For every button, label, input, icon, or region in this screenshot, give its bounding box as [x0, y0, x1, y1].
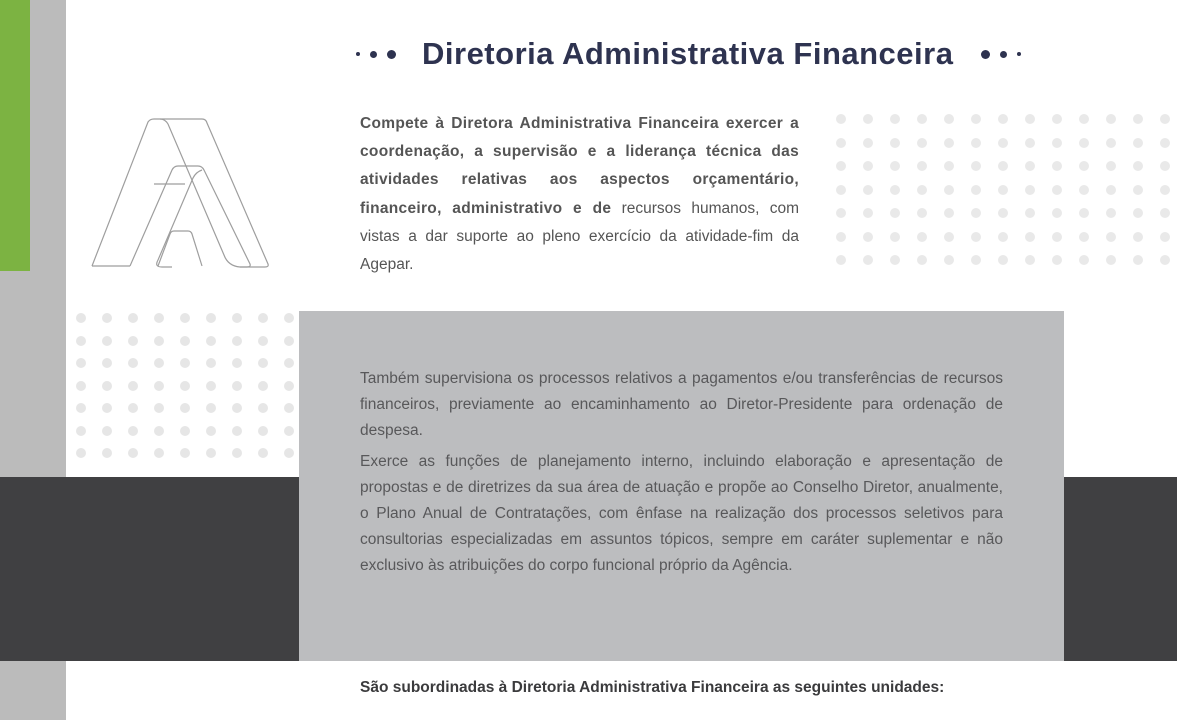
decorative-dot — [102, 358, 112, 368]
decorative-dot — [1052, 232, 1062, 242]
decorative-dot — [284, 358, 294, 368]
intro-paragraph — [360, 110, 799, 279]
decorative-dot — [128, 336, 138, 346]
decorative-dot — [971, 255, 981, 265]
decorative-dot — [944, 114, 954, 124]
decorative-dot — [154, 448, 164, 458]
decorative-dot — [284, 381, 294, 391]
decorative-dot — [998, 208, 1008, 218]
decorative-dot — [917, 138, 927, 148]
decorative-dot — [102, 381, 112, 391]
decorative-dot — [258, 403, 268, 413]
decorative-dot — [284, 426, 294, 436]
decorative-dot — [206, 381, 216, 391]
decorative-dot — [1133, 232, 1143, 242]
decorative-dot — [154, 403, 164, 413]
decorative-dot — [1133, 255, 1143, 265]
decorative-dot — [944, 232, 954, 242]
decorative-dot — [971, 185, 981, 195]
decorative-dot — [998, 185, 1008, 195]
decorative-dot — [128, 426, 138, 436]
decorative-dot — [232, 358, 242, 368]
decorative-dot — [1160, 185, 1170, 195]
decorative-dot — [1079, 208, 1089, 218]
green-accent-bar — [0, 0, 30, 271]
decorative-dot — [258, 358, 268, 368]
decorative-dot — [1133, 185, 1143, 195]
decorative-dot — [128, 448, 138, 458]
decorative-dot — [154, 358, 164, 368]
decorative-dot — [232, 403, 242, 413]
decorative-dot — [863, 255, 873, 265]
panel-paragraph-2: Exerce as funções de planejamento interno, incluindo elaboração e apresentação de propostas e de diretrizes da sua área de atuação e propõe ao Conselho Diretor, anualmente, o Plano Anual de Contratações, com ênfase na realização dos processos seletivos para consultorias especializadas em assuntos tópicos, sempre em caráter suplementar e não exclusivo às atribuições do corpo funcional próprio da Agência. — [360, 452, 1003, 575]
decorative-dot — [1025, 208, 1035, 218]
decorative-dot — [1025, 255, 1035, 265]
decorative-dot — [76, 403, 86, 413]
decorative-dot — [206, 313, 216, 323]
decorative-dot — [890, 138, 900, 148]
intro-regular-text: recursos humanos, com vistas a dar suporte ao pleno exercício da atividade-fim da Agepar. — [360, 199, 799, 274]
decorative-dot — [1079, 185, 1089, 195]
decorative-dot — [1106, 138, 1116, 148]
decorative-dot — [232, 381, 242, 391]
decorative-dot — [1052, 185, 1062, 195]
decorative-dot — [971, 138, 981, 148]
decorative-dot — [1052, 138, 1062, 148]
decorative-dot — [232, 336, 242, 346]
decorative-dot — [917, 255, 927, 265]
intro-bold-text: Compete à Diretora Administrativa Financeira exercer a coordenação, a supervisão e a liderança técnica das atividades relativas aos aspectos orçamentário, financeiro, administrativo e de — [360, 115, 799, 217]
decorative-dot — [890, 185, 900, 195]
decorative-dot — [1052, 255, 1062, 265]
decorative-dot — [258, 448, 268, 458]
title-dots-right-icon — [953, 50, 1021, 59]
decorative-dot — [76, 336, 86, 346]
decorative-dot — [102, 448, 112, 458]
dot-pattern-right — [836, 114, 1170, 265]
decorative-dot — [180, 426, 190, 436]
decorative-dot — [971, 208, 981, 218]
decorative-dot — [836, 138, 846, 148]
decorative-dot — [154, 381, 164, 391]
decorative-dot — [1160, 208, 1170, 218]
panel-paragraph-1: Também supervisiona os processos relativos a pagamentos e/ou transferências de recursos financeiros, previamente ao encaminhamento ao Diretor-Presidente para ordenação de despesa. — [360, 370, 1003, 440]
decorative-dot — [1160, 161, 1170, 171]
decorative-dot — [258, 313, 268, 323]
decorative-dot — [258, 381, 268, 391]
decorative-dot — [1079, 114, 1089, 124]
decorative-dot — [128, 358, 138, 368]
decorative-dot — [917, 161, 927, 171]
decorative-dot — [232, 313, 242, 323]
decorative-dot — [284, 336, 294, 346]
decorative-dot — [944, 185, 954, 195]
decorative-dot — [1079, 161, 1089, 171]
decorative-dot — [971, 161, 981, 171]
decorative-dot — [206, 358, 216, 368]
decorative-dot — [890, 232, 900, 242]
agepar-logo-icon — [90, 118, 272, 270]
decorative-dot — [1133, 208, 1143, 218]
decorative-dot — [128, 403, 138, 413]
decorative-dot — [206, 336, 216, 346]
decorative-dot — [1133, 161, 1143, 171]
decorative-dot — [180, 403, 190, 413]
decorative-dot — [863, 232, 873, 242]
decorative-dot — [998, 255, 1008, 265]
decorative-dot — [890, 114, 900, 124]
decorative-dot — [1160, 114, 1170, 124]
decorative-dot — [998, 232, 1008, 242]
decorative-dot — [1133, 138, 1143, 148]
decorative-dot — [836, 208, 846, 218]
decorative-dot — [180, 448, 190, 458]
decorative-dot — [863, 161, 873, 171]
decorative-dot — [180, 381, 190, 391]
dot-pattern-left — [76, 313, 294, 458]
decorative-dot — [836, 232, 846, 242]
decorative-dot — [180, 336, 190, 346]
page-title: Diretoria Administrativa Financeira — [422, 36, 954, 71]
decorative-dot — [1106, 255, 1116, 265]
decorative-dot — [1079, 138, 1089, 148]
decorative-dot — [1106, 185, 1116, 195]
decorative-dot — [971, 232, 981, 242]
decorative-dot — [917, 114, 927, 124]
decorative-dot — [258, 336, 268, 346]
decorative-dot — [1133, 114, 1143, 124]
decorative-dot — [863, 114, 873, 124]
decorative-dot — [284, 448, 294, 458]
subordinate-units-heading: São subordinadas à Diretoria Administrativa Financeira as seguintes unidades: — [360, 679, 945, 696]
decorative-dot — [1160, 232, 1170, 242]
decorative-dot — [1106, 208, 1116, 218]
decorative-dot — [76, 358, 86, 368]
decorative-dot — [1025, 232, 1035, 242]
decorative-dot — [890, 161, 900, 171]
decorative-dot — [232, 426, 242, 436]
decorative-dot — [890, 208, 900, 218]
decorative-dot — [102, 313, 112, 323]
decorative-dot — [944, 138, 954, 148]
decorative-dot — [917, 208, 927, 218]
panel-body — [360, 366, 1003, 580]
decorative-dot — [76, 448, 86, 458]
decorative-dot — [1106, 114, 1116, 124]
decorative-dot — [998, 114, 1008, 124]
title-dots-left-icon — [356, 50, 422, 59]
decorative-dot — [1160, 255, 1170, 265]
decorative-dot — [863, 185, 873, 195]
decorative-dot — [890, 255, 900, 265]
decorative-dot — [1106, 161, 1116, 171]
decorative-dot — [1052, 161, 1062, 171]
decorative-dot — [1106, 232, 1116, 242]
decorative-dot — [944, 208, 954, 218]
decorative-dot — [1079, 255, 1089, 265]
decorative-dot — [128, 381, 138, 391]
page-header — [356, 30, 1021, 78]
decorative-dot — [971, 114, 981, 124]
decorative-dot — [206, 426, 216, 436]
decorative-dot — [863, 138, 873, 148]
decorative-dot — [232, 448, 242, 458]
decorative-dot — [284, 313, 294, 323]
decorative-dot — [1052, 208, 1062, 218]
decorative-dot — [284, 403, 294, 413]
decorative-dot — [1025, 185, 1035, 195]
decorative-dot — [944, 161, 954, 171]
decorative-dot — [76, 426, 86, 436]
decorative-dot — [1160, 138, 1170, 148]
decorative-dot — [102, 336, 112, 346]
decorative-dot — [1052, 114, 1062, 124]
decorative-dot — [76, 381, 86, 391]
decorative-dot — [863, 208, 873, 218]
decorative-dot — [206, 403, 216, 413]
decorative-dot — [180, 358, 190, 368]
decorative-dot — [836, 114, 846, 124]
decorative-dot — [1025, 114, 1035, 124]
decorative-dot — [180, 313, 190, 323]
decorative-dot — [944, 255, 954, 265]
decorative-dot — [917, 185, 927, 195]
decorative-dot — [206, 448, 216, 458]
decorative-dot — [154, 336, 164, 346]
decorative-dot — [836, 161, 846, 171]
decorative-dot — [154, 426, 164, 436]
decorative-dot — [836, 255, 846, 265]
decorative-dot — [1025, 138, 1035, 148]
decorative-dot — [76, 313, 86, 323]
decorative-dot — [998, 138, 1008, 148]
decorative-dot — [998, 161, 1008, 171]
decorative-dot — [917, 232, 927, 242]
decorative-dot — [1025, 161, 1035, 171]
decorative-dot — [102, 426, 112, 436]
decorative-dot — [258, 426, 268, 436]
decorative-dot — [102, 403, 112, 413]
decorative-dot — [836, 185, 846, 195]
decorative-dot — [128, 313, 138, 323]
decorative-dot — [154, 313, 164, 323]
decorative-dot — [1079, 232, 1089, 242]
